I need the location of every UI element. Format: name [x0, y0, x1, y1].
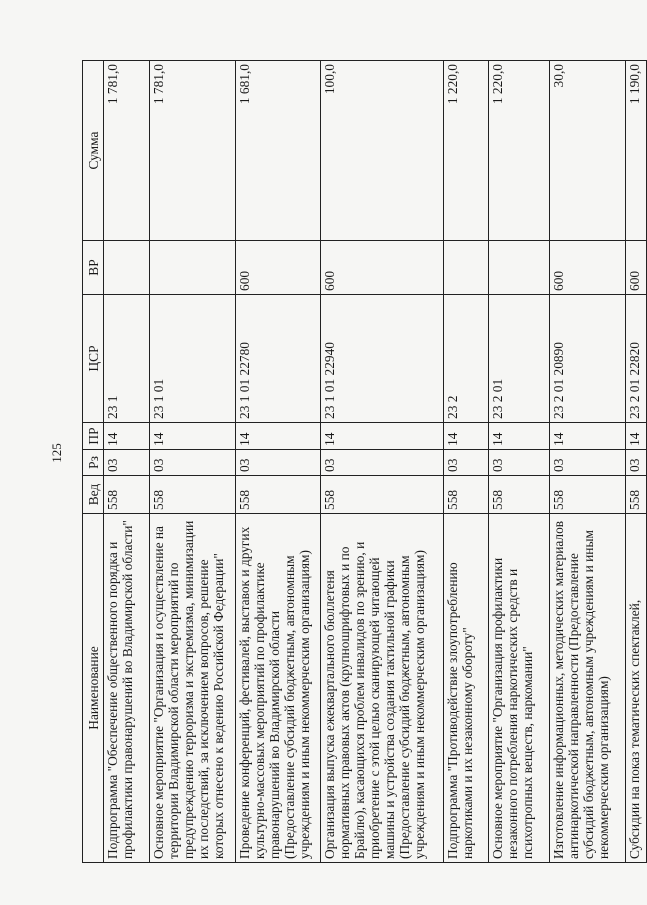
cell-vr: 600: [550, 241, 626, 295]
table-row: [150, 61, 236, 863]
cell-ved: 558: [626, 476, 647, 514]
header-vr: ВР: [83, 241, 104, 295]
cell-pr: 14: [444, 423, 489, 450]
cell-csr: 23 1: [104, 295, 150, 423]
cell-csr: 23 1 01 22940: [321, 295, 444, 423]
cell-name: Основное мероприятие "Организация профилактики незаконного потребления наркотических средств и психотропных веществ, наркомании": [489, 514, 550, 863]
cell-name: Проведение конференций, фестивалей, выставок и других культурно-массовых мероприятий по профилактике правонарушений во Владимирской области (Предоставление субсидий бюджетным, автономным учреждениям и иным некоммерческим организациям): [236, 514, 321, 863]
cell-rz: 03: [236, 450, 321, 476]
cell-pr: 14: [550, 423, 626, 450]
table-row: [444, 61, 489, 863]
cell-ved: 558: [321, 476, 444, 514]
cell-name: Организация выпуска ежеквартального бюллетеня нормативных правовых актов (крупношрифтовых и по Брайлю), касающихся проблем инвалидов по зрению, и приобретение с этой целью сканирующей читающей машины и устройства создания тактильной графики (Предоставление субсидий бюджетным, автономным учреждениям и иным некоммерческим организациям): [321, 514, 444, 863]
cell-ved: 558: [444, 476, 489, 514]
cell-rz: 03: [626, 450, 647, 476]
table-row: [104, 61, 150, 863]
cell-sum: 1 220,0: [444, 61, 489, 241]
budget-table: [82, 60, 647, 863]
cell-name: Субсидии на показ тематических спектаклей,: [626, 514, 647, 863]
cell-pr: 14: [626, 423, 647, 450]
cell-sum: 30,0: [550, 61, 626, 241]
cell-sum: 1 781,0: [150, 61, 236, 241]
cell-rz: 03: [104, 450, 150, 476]
cell-csr: 23 1 01 22780: [236, 295, 321, 423]
cell-rz: 03: [444, 450, 489, 476]
cell-ved: 558: [104, 476, 150, 514]
header-ved: Вед: [83, 476, 104, 514]
cell-rz: 03: [550, 450, 626, 476]
cell-rz: 03: [489, 450, 550, 476]
cell-csr: 23 2: [444, 295, 489, 423]
header-rz: Рз: [83, 450, 104, 476]
cell-vr: 600: [626, 241, 647, 295]
cell-csr: 23 2 01: [489, 295, 550, 423]
cell-ved: 558: [150, 476, 236, 514]
cell-vr: 600: [236, 241, 321, 295]
cell-sum: 1 220,0: [489, 61, 550, 241]
page-number: 125: [49, 443, 64, 463]
cell-sum: 1 781,0: [104, 61, 150, 241]
cell-csr: 23 2 01 22820: [626, 295, 647, 423]
cell-pr: 14: [150, 423, 236, 450]
table-row: [626, 61, 647, 863]
cell-name: Изготовление информационных, методических материалов антинаркотической направленности (Предоставление субсидий бюджетным, автономным учреждениям и иным некоммерческим организациям): [550, 514, 626, 863]
cell-vr: [444, 241, 489, 295]
header-csr: ЦСР: [83, 295, 104, 423]
table-row: [321, 61, 444, 863]
cell-pr: 14: [236, 423, 321, 450]
cell-vr: 600: [321, 241, 444, 295]
cell-vr: [150, 241, 236, 295]
cell-name: Подпрограмма "Обеспечение общественного порядка и профилактики правонарушений во Владимирской области": [104, 514, 150, 863]
cell-ved: 558: [236, 476, 321, 514]
cell-ved: 558: [550, 476, 626, 514]
table-row: [550, 61, 626, 863]
table-header-row: [83, 61, 104, 863]
cell-name: Подпрограмма "Противодействие злоупотреблению наркотиками и их незаконному обороту": [444, 514, 489, 863]
cell-vr: [104, 241, 150, 295]
table-row: [489, 61, 550, 863]
cell-ved: 558: [489, 476, 550, 514]
cell-vr: [489, 241, 550, 295]
cell-sum: 1 681,0: [236, 61, 321, 241]
rotated-table-container: [82, 61, 642, 863]
cell-rz: 03: [321, 450, 444, 476]
cell-name: Основное мероприятие "Организация и осуществление на территории Владимирской области мероприятий по предупреждению терроризма и экстремизма, минимизации их последствий, за исключением вопросов, решение которых отнесено к ведению Российской Федерации": [150, 514, 236, 863]
header-pr: ПР: [83, 423, 104, 450]
cell-csr: 23 2 01 20890: [550, 295, 626, 423]
cell-sum: 100,0: [321, 61, 444, 241]
header-sum: Сумма: [83, 61, 104, 241]
cell-pr: 14: [321, 423, 444, 450]
cell-csr: 23 1 01: [150, 295, 236, 423]
table-row: [236, 61, 321, 863]
cell-pr: 14: [489, 423, 550, 450]
cell-pr: 14: [104, 423, 150, 450]
header-name: Наименование: [83, 514, 104, 863]
cell-sum: 1 190,0: [626, 61, 647, 241]
cell-rz: 03: [150, 450, 236, 476]
